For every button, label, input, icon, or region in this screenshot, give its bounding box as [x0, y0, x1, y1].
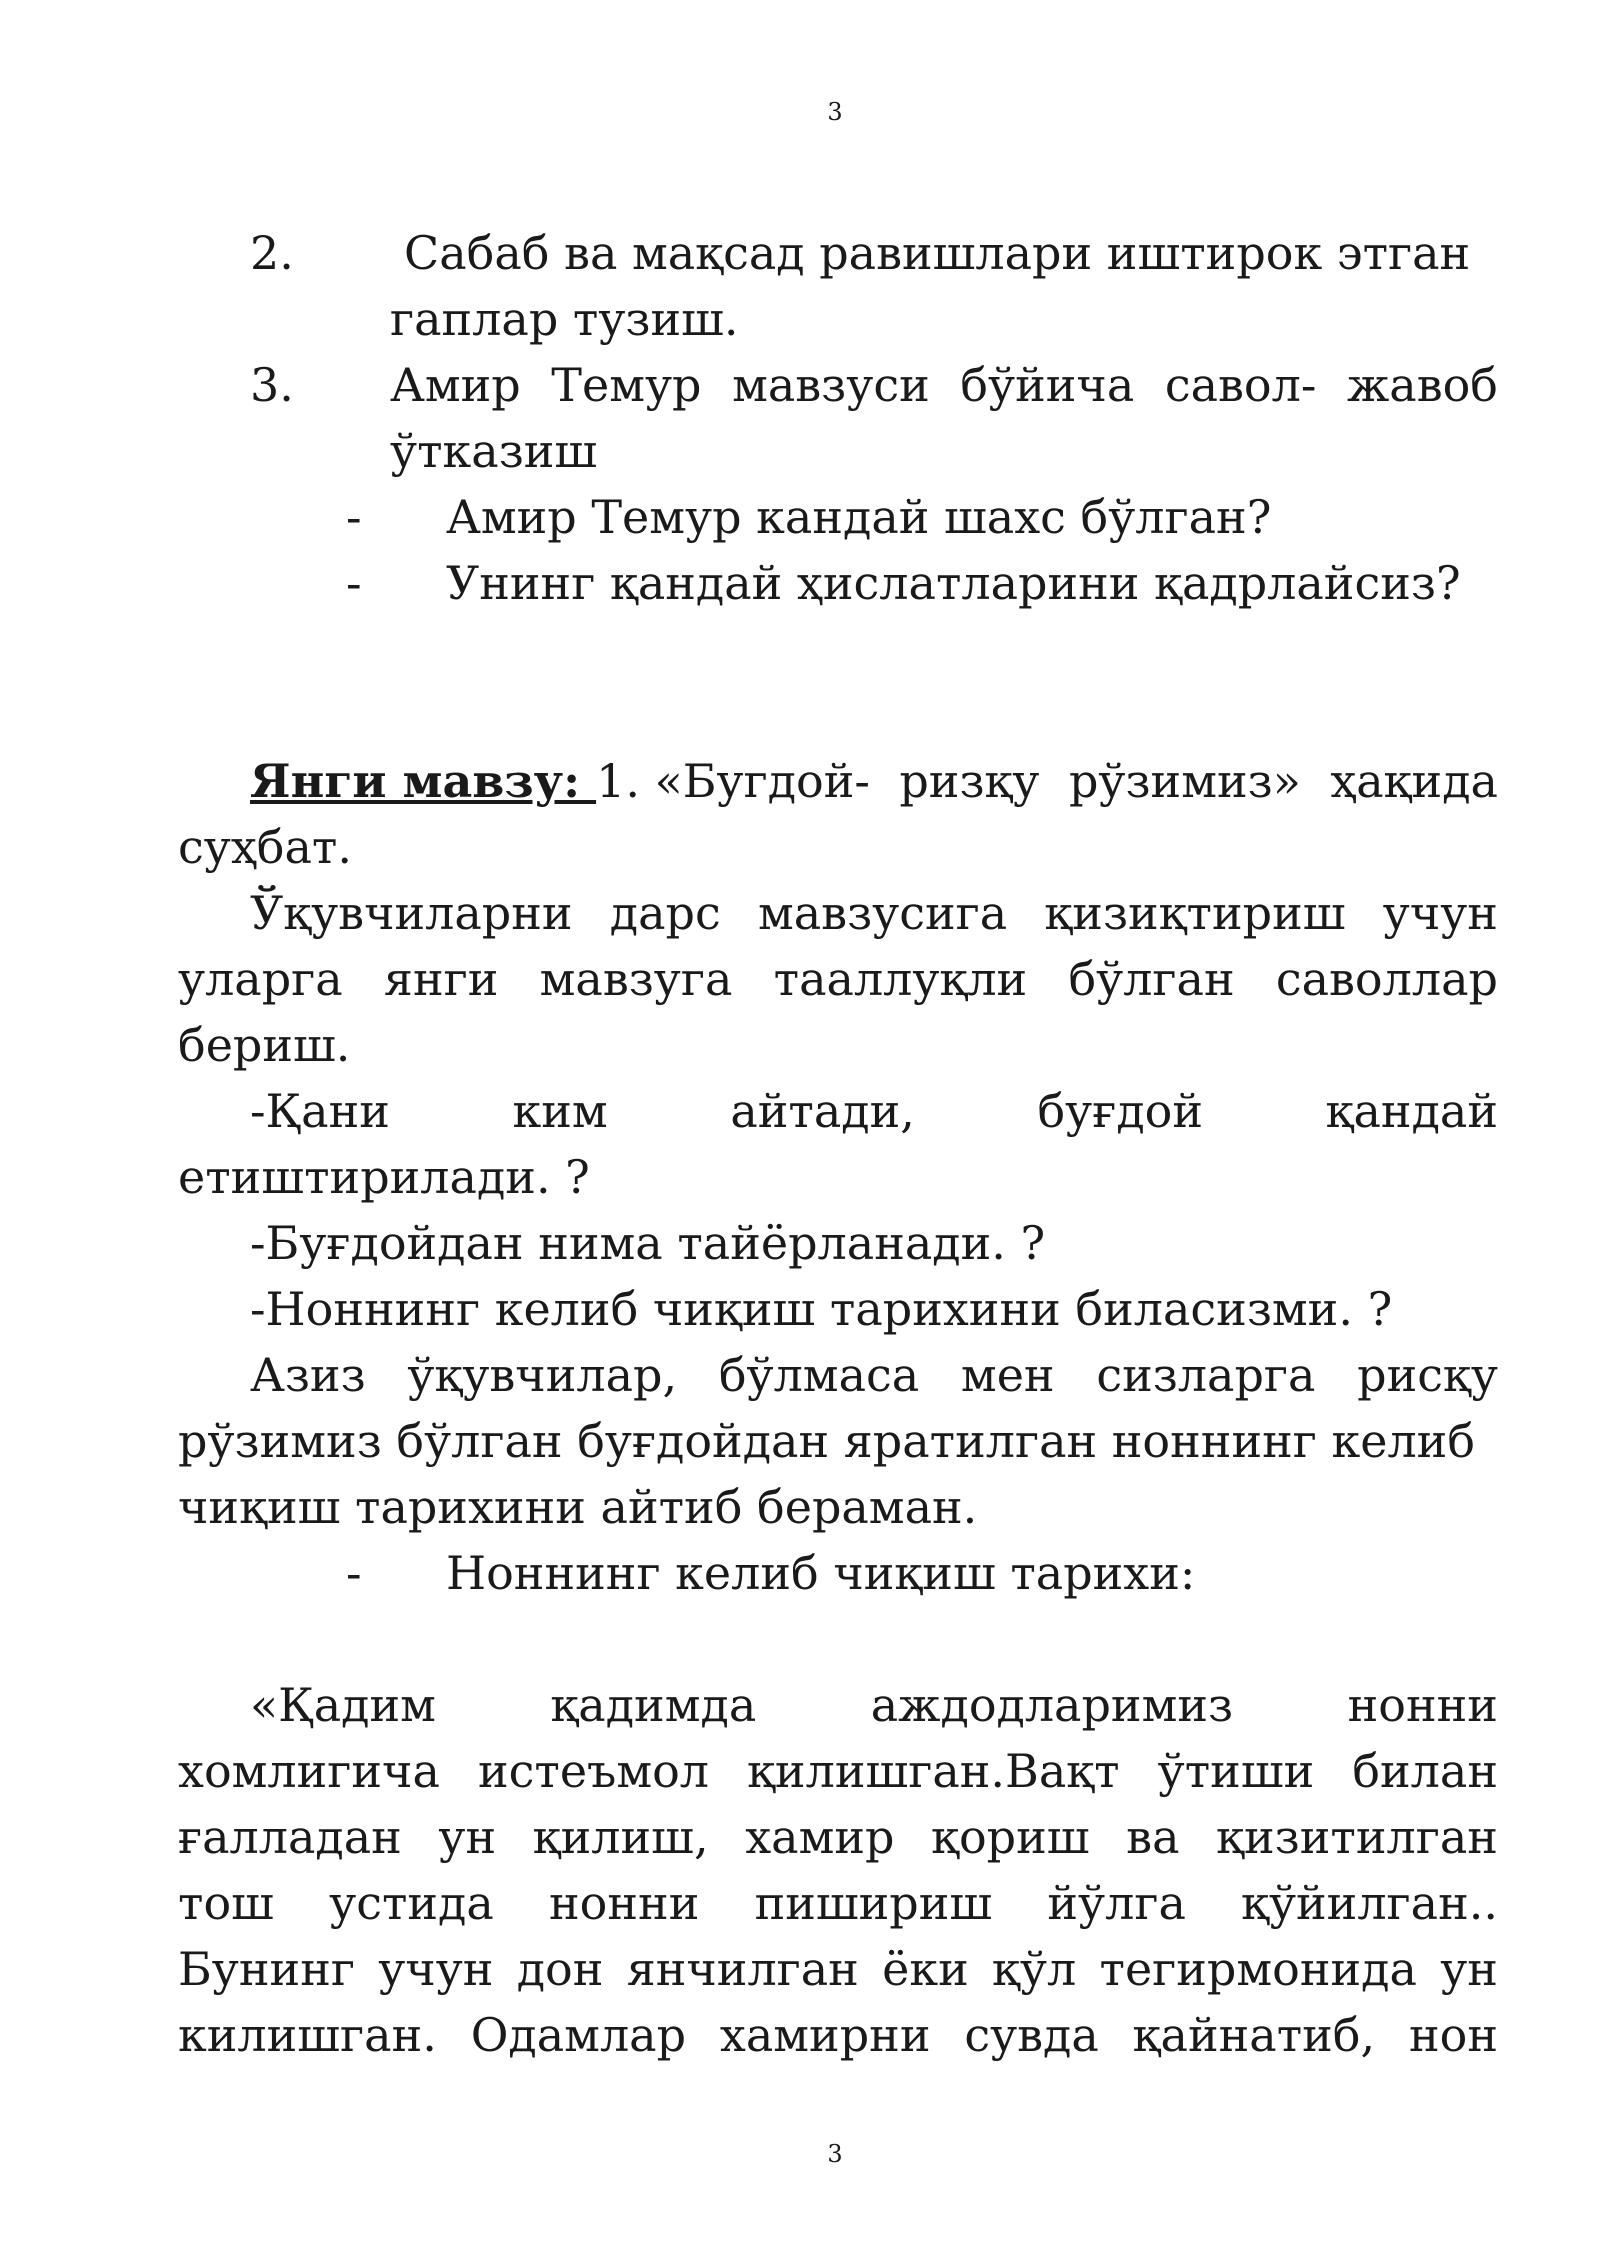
word: ёки: [882, 1942, 969, 1996]
question-1-line2: етиштирилади. ?: [178, 1150, 590, 1204]
word: қизиқтириш: [1044, 886, 1346, 940]
list-text-line: Амир Темур мавзуси бўйича савол- жавоб: [390, 358, 1498, 412]
word: ғалладан: [178, 1810, 402, 1864]
word: нонни: [1347, 1678, 1498, 1732]
quote-line1: [178, 1672, 1498, 1738]
word: Азиз: [250, 1348, 366, 1402]
question-1-line1: [178, 1078, 1498, 1144]
list-item-3: [178, 352, 1498, 418]
word: қадимда: [550, 1678, 757, 1732]
bullet-item: [178, 484, 1498, 550]
word: қўл: [992, 1942, 1077, 1996]
word: Одамлар: [470, 2008, 687, 2062]
list-item-2: [178, 220, 1498, 286]
word: мен: [960, 1348, 1055, 1402]
word: устида: [329, 1876, 494, 1930]
word: дарс: [609, 886, 721, 940]
word: килишган.: [178, 2008, 437, 2062]
list-text-line: ўтказиш: [390, 424, 598, 478]
word: ҳақида: [1330, 754, 1498, 808]
word: саволлар: [1275, 952, 1498, 1006]
word: йўлга: [1047, 1876, 1186, 1930]
bullet-text: Амир Темур кандай шахс бўлган?: [446, 490, 1272, 544]
list-number: 2.: [250, 226, 294, 280]
word: ўқувчилар,: [407, 1348, 678, 1402]
word: қилиш,: [532, 1810, 709, 1864]
word: қандай: [1325, 1084, 1498, 1138]
word: нонни: [549, 1876, 700, 1930]
list-text-line: гаплар тузиш.: [390, 292, 739, 346]
word: ва: [1126, 1810, 1180, 1864]
word: рисқу: [1357, 1348, 1498, 1402]
question-3: -Ноннинг келиб чиқиш тарихини биласизми. ?: [250, 1282, 1393, 1336]
word: ўтиши: [1157, 1744, 1315, 1798]
word: дон: [516, 1942, 604, 1996]
word: сизларга: [1096, 1348, 1316, 1402]
word: нон: [1408, 2008, 1498, 2062]
word: тегирмонида: [1099, 1942, 1417, 1996]
numbered-list: [178, 220, 1498, 616]
word: -Қани: [250, 1084, 390, 1138]
word: учун: [378, 1942, 494, 1996]
new-topic-first: [178, 748, 870, 814]
blank-line: [178, 1606, 1498, 1672]
word: тааллуқли: [773, 952, 1028, 1006]
word: ун: [1440, 1942, 1498, 1996]
quote-line6: [178, 2002, 1498, 2068]
para2-line3: чиқиш тарихини айтиб бераман.: [178, 1480, 978, 1534]
word: қўйилган..: [1241, 1876, 1498, 1930]
word: ун: [438, 1810, 497, 1864]
word: аждодларимиз: [870, 1678, 1234, 1732]
quote-line5: [178, 1936, 1498, 2002]
quote-line2: [178, 1738, 1498, 1804]
para1-line2: [178, 946, 1498, 1012]
word: қориш: [931, 1810, 1090, 1864]
word: ким: [512, 1084, 608, 1138]
word: буғдой: [1037, 1084, 1203, 1138]
new-topic-label: Янги мавзу:: [250, 754, 597, 808]
word: бўлган: [1068, 952, 1235, 1006]
quote-line3: [178, 1804, 1498, 1870]
page-number-top: 3: [827, 98, 843, 126]
quote-line4: [178, 1870, 1498, 1936]
word: қилишган.Вақт: [747, 1744, 1120, 1798]
word: хомлигича: [178, 1744, 440, 1798]
para1-line1: [178, 880, 1498, 946]
word: учун: [1382, 886, 1498, 940]
list-item-2-cont: [178, 286, 1498, 352]
list-item-3-cont: [178, 418, 1498, 484]
bullet-text: Унинг қандай ҳислатларини қадрлайсиз?: [446, 556, 1461, 610]
word: янчилган: [626, 1942, 859, 1996]
bullet-text: Ноннинг келиб чиқиш тарихи:: [446, 1546, 1196, 1600]
list-number: 3.: [250, 358, 294, 412]
word: хамирни: [719, 2008, 931, 2062]
word: Бунинг: [178, 1942, 355, 1996]
word: рўзимиз»: [1068, 754, 1301, 808]
bullet-dash: -: [346, 1546, 362, 1600]
word: ризқу: [899, 754, 1040, 808]
main-body: [178, 748, 1498, 2068]
page-number-bottom: 3: [827, 2140, 843, 2168]
word: Ўқувчиларни: [250, 886, 573, 940]
para2-line1: [178, 1342, 1498, 1408]
new-topic-line: [178, 748, 1498, 814]
word: «Қадим: [250, 1678, 436, 1732]
word: билан: [1352, 1744, 1498, 1798]
word: истеъмол: [477, 1744, 710, 1798]
new-topic-line-2: суҳбат.: [178, 820, 352, 874]
word: айтади,: [730, 1084, 915, 1138]
word: қайнатиб,: [1132, 2008, 1376, 2062]
word: бўлмаса: [718, 1348, 920, 1402]
word: мавзуга: [539, 952, 733, 1006]
word: мавзусига: [757, 886, 1008, 940]
word: уларга: [178, 952, 343, 1006]
para1-line3: бериш.: [178, 1018, 351, 1072]
word: хамир: [745, 1810, 895, 1864]
bullet-item: [178, 1540, 1498, 1606]
word: 1. «Бугдой-: [596, 754, 870, 808]
list-text-line: Сабаб ва мақсад равишлари иштирок этган: [404, 226, 1471, 280]
word: тош: [178, 1876, 274, 1930]
bullet-dash: -: [346, 556, 362, 610]
word: янги: [383, 952, 499, 1006]
word: қизитилган: [1216, 1810, 1498, 1864]
word: пишириш: [754, 1876, 993, 1930]
question-2: -Буғдойдан нима тайёрланади. ?: [250, 1216, 1046, 1270]
bullet-dash: -: [346, 490, 362, 544]
word: сувда: [964, 2008, 1099, 2062]
bullet-item: [178, 550, 1498, 616]
para2-line2: рўзимиз бўлган буғдойдан яратилган ноннинг келиб: [178, 1414, 1476, 1468]
